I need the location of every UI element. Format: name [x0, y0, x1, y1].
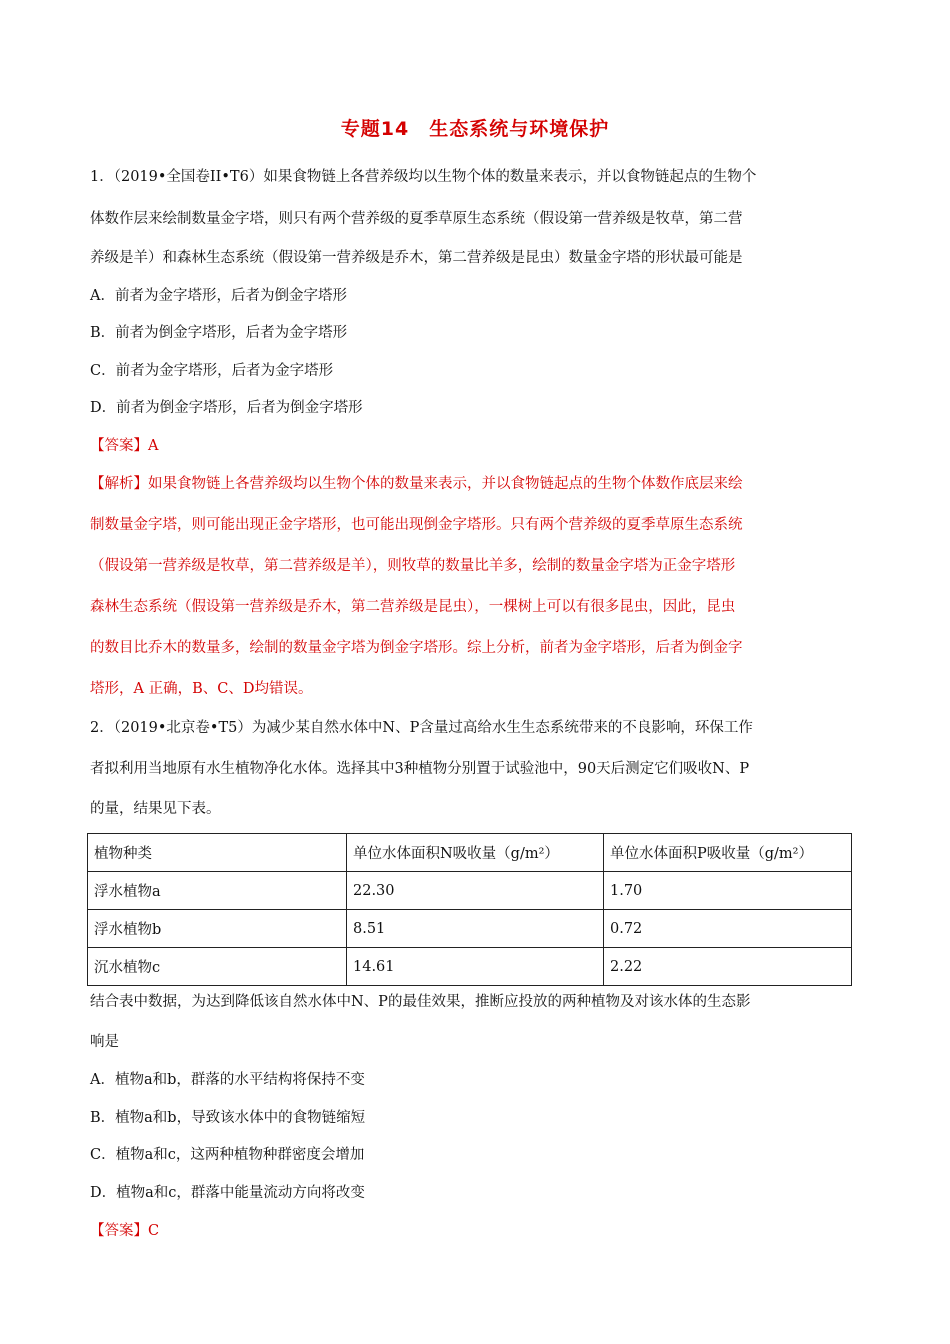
q2-answer: 【答案】C	[90, 1223, 160, 1239]
q1-stem-line: 体数作层来绘制数量金字塔，则只有两个营养级的夏季草原生态系统（假设第一营养级是牧草，第二营	[90, 211, 743, 227]
q2-stem-line: 2．（2019•北京卷•T5）为减少某自然水体中N、P含量过高给水生生态系统带来的不良影响，环保工作	[90, 720, 753, 736]
table-cell: 沉水植物c	[88, 948, 347, 986]
page-title: 专题14 生态系统与环境保护	[340, 118, 610, 140]
table-cell: 0.72	[604, 910, 852, 948]
q1-analysis-line: 【解析】如果食物链上各营养级均以生物个体的数量来表示，并以食物链起点的生物个体数作底层来绘	[90, 476, 743, 492]
q1-analysis-line: 制数量金字塔，则可能出现正金字塔形，也可能出现倒金字塔形。只有两个营养级的夏季草原生态系统	[90, 517, 743, 533]
table-cell: 浮水植物a	[88, 872, 347, 910]
absorption-table	[87, 833, 852, 986]
table-cell: 2.22	[604, 948, 852, 986]
table-cell: 1.70	[604, 872, 852, 910]
q1-stem-line: 1．（2019•全国卷II•T6）如果食物链上各营养级均以生物个体的数量来表示，并以食物链起点的生物个	[90, 169, 757, 185]
q2-option-c: C．植物a和c，这两种植物种群密度会增加	[90, 1147, 365, 1163]
table-row	[88, 910, 852, 948]
table-header-cell: 单位水体面积N吸收量（g/m²）	[347, 834, 604, 872]
table-cell: 浮水植物b	[88, 910, 347, 948]
q2-option-d: D．植物a和c，群落中能量流动方向将改变	[90, 1185, 365, 1201]
q2-option-a: A．植物a和b，群落的水平结构将保持不变	[90, 1072, 365, 1088]
table-row	[88, 872, 852, 910]
q2-stem-line: 的量，结果见下表。	[90, 801, 221, 817]
q1-analysis-line: 的数目比乔木的数量多，绘制的数量金字塔为倒金字塔形。综上分析，前者为金字塔形，后者为倒金字	[90, 640, 743, 656]
q1-analysis-line: 塔形，A 正确，B、C、D均错误。	[90, 681, 313, 697]
q1-option-a: A．前者为金字塔形，后者为倒金字塔形	[90, 288, 347, 304]
q1-option-b: B．前者为倒金字塔形，后者为金字塔形	[90, 325, 348, 341]
table-row	[88, 948, 852, 986]
table-header-cell: 植物种类	[88, 834, 347, 872]
table-cell: 22.30	[347, 872, 604, 910]
q2-followup-line: 结合表中数据，为达到降低该自然水体中N、P的最佳效果，推断应投放的两种植物及对该水体的生态影	[90, 994, 751, 1010]
q2-stem-line: 者拟利用当地原有水生植物净化水体。选择其中3种植物分别置于试验池中，90天后测定它们吸收N、P	[90, 761, 750, 777]
table-cell: 14.61	[347, 948, 604, 986]
q1-analysis-line: （假设第一营养级是牧草，第二营养级是羊），则牧草的数量比羊多，绘制的数量金字塔为正金字塔形	[90, 558, 736, 574]
q2-option-b: B．植物a和b，导致该水体中的食物链缩短	[90, 1110, 366, 1126]
q1-stem-line: 养级是羊）和森林生态系统（假设第一营养级是乔木，第二营养级是昆虫）数量金字塔的形状最可能是	[90, 250, 743, 266]
q2-followup-line: 响是	[90, 1034, 119, 1050]
table-header-row	[88, 834, 852, 872]
q1-option-d: D．前者为倒金字塔形，后者为倒金字塔形	[90, 400, 363, 416]
table-header-cell: 单位水体面积P吸收量（g/m²）	[604, 834, 852, 872]
q1-option-c: C．前者为金字塔形，后者为金字塔形	[90, 363, 334, 379]
q1-answer: 【答案】A	[90, 438, 159, 454]
table-cell: 8.51	[347, 910, 604, 948]
q1-analysis-line: 森林生态系统（假设第一营养级是乔木，第二营养级是昆虫），一棵树上可以有很多昆虫，因此，昆虫	[90, 599, 736, 615]
